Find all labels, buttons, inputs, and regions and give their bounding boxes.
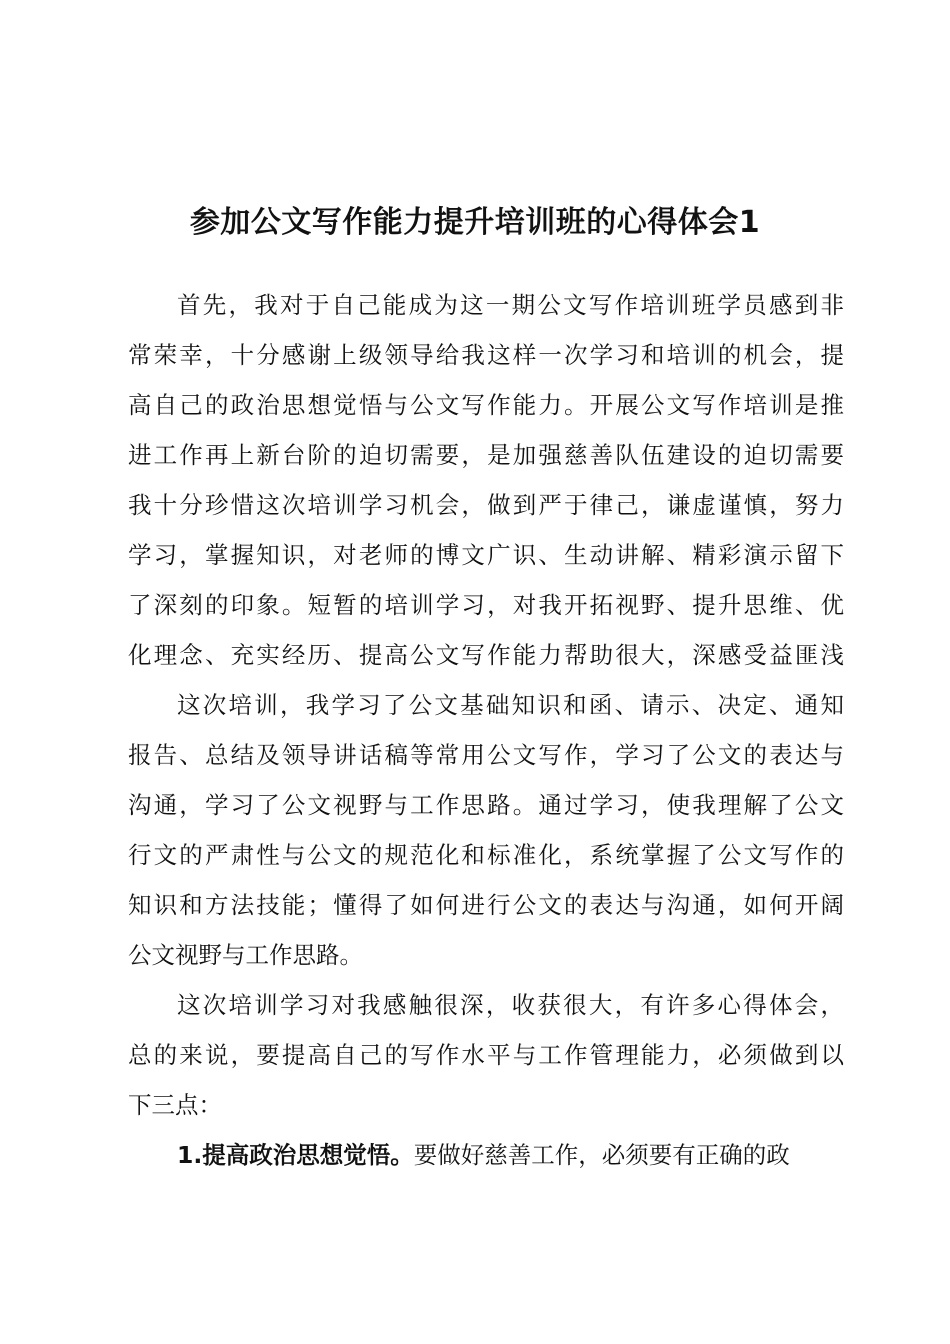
text-line: 进工作再上新台阶的迫切需要，是加强慈善队伍建设的迫切需要 (128, 441, 844, 469)
text-line: 这次培训，我学习了公文基础知识和函、请示、决定、通知 (177, 691, 844, 719)
text-line (128, 1130, 844, 1180)
text-line: 学习，掌握知识，对老师的博文广识、生动讲解、精彩演示留下 (128, 541, 844, 569)
text-line: 化理念、充实经历、提高公文写作能力帮助很大，深感受益匪浅 (128, 641, 844, 669)
text-line: 下三点： (128, 1091, 222, 1119)
paragraph-2 (128, 680, 844, 980)
text-line: 首先，我对于自己能成为这一期公文写作培训班学员感到非 (177, 291, 844, 319)
point-1-heading: 1.提高政治思想觉悟。 (177, 1141, 414, 1169)
text-line: 我十分珍惜这次培训学习机会，做到严于律己，谦虚谨慎，努力 (128, 491, 844, 519)
text-line: 行文的严肃性与公文的规范化和标准化，系统掌握了公文写作的 (128, 841, 844, 869)
text-line: 报告、总结及领导讲话稿等常用公文写作，学习了公文的表达与 (128, 741, 844, 769)
text-line: 知识和方法技能；懂得了如何进行公文的表达与沟通，如何开阔 (128, 891, 844, 919)
text-line: 沟通，学习了公文视野与工作思路。通过学习，使我理解了公文 (128, 791, 844, 819)
text-line: 总的来说，要提高自己的写作水平与工作管理能力，必须做到以 (128, 1041, 844, 1069)
text-line: 常荣幸，十分感谢上级领导给我这样一次学习和培训的机会，提 (128, 341, 844, 369)
document-body (128, 280, 844, 1180)
text-line: 这次培训学习对我感触很深，收获很大，有许多心得体会， (177, 991, 844, 1019)
text-line: 高自己的政治思想觉悟与公文写作能力。开展公文写作培训是推 (128, 391, 844, 419)
paragraph-3 (128, 980, 844, 1130)
text-line: 了深刻的印象。短暂的培训学习，对我开拓视野、提升思维、优 (128, 591, 844, 619)
document-title: 参加公文写作能力提升培训班的心得体会1 (189, 205, 761, 240)
text-line: 公文视野与工作思路。 (128, 941, 363, 969)
paragraph-1 (128, 280, 844, 680)
point-1 (128, 1130, 844, 1180)
point-1-text: 要做好慈善工作，必须要有正确的政 (413, 1141, 790, 1169)
